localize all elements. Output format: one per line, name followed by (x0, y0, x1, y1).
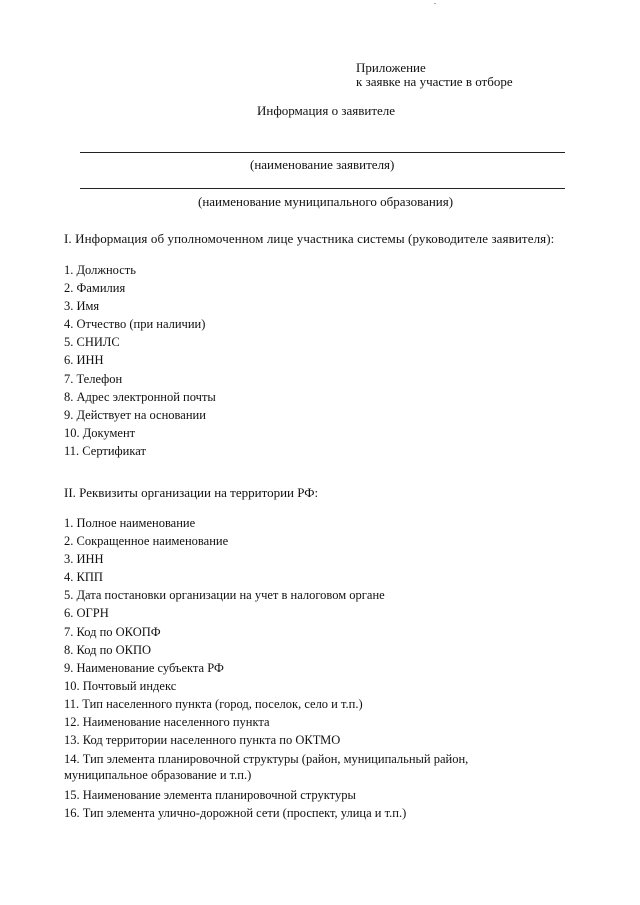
list-item: 13. Код территории населенного пункта по ОКТМО (64, 733, 341, 748)
list-item-14-line-2: муниципальное образование и т.п.) (64, 768, 252, 782)
list-item: 11. Сертификат (64, 443, 146, 458)
list-item-14-line-1: 14. Тип элемента планировочной структуры (район, муниципальный район, (64, 752, 469, 766)
list-item: 12. Наименование населенного пункта (64, 715, 270, 730)
section-2-list (64, 514, 385, 749)
list-item: 6. ИНН (64, 353, 104, 368)
section-1-list (64, 261, 216, 460)
list-item: 3. Имя (64, 299, 100, 314)
list-item: 1. Полное наименование (64, 516, 196, 530)
scan-speck (434, 3, 436, 4)
document-title-text: Информация о заявителе (256, 103, 396, 118)
list-item: 4. КПП (64, 570, 103, 585)
list-item: 6. ОГРН (64, 606, 109, 621)
list-item: 7. Телефон (64, 371, 123, 386)
list-item: 2. Фамилия (64, 281, 126, 296)
applicant-name-caption: (наименование заявителя) (250, 157, 395, 172)
list-item: 10. Документ (64, 425, 136, 440)
list-item: 8. Код по ОКПО (64, 642, 152, 657)
municipality-name-line (80, 188, 565, 189)
list-item: 2. Сокращенное наименование (64, 534, 229, 549)
list-item: 3. ИНН (64, 552, 104, 567)
list-item: 7. Код по ОКОПФ (64, 624, 161, 639)
list-item: 1. Должность (64, 263, 136, 277)
list-item: 9. Действует на основании (64, 407, 206, 422)
list-item: 9. Наименование субъекта РФ (64, 660, 224, 675)
appendix-note (356, 61, 513, 89)
list-item: 11. Тип населенного пункта (город, поселок, село и т.п.) (64, 696, 363, 711)
list-item: 4. Отчество (при наличии) (64, 317, 206, 332)
municipality-name-caption: (наименование муниципального образования) (198, 194, 454, 209)
list-item: 10. Почтовый индекс (64, 678, 177, 693)
applicant-name-line (80, 152, 565, 153)
list-item: 5. СНИЛС (64, 335, 120, 350)
section-2-heading: II. Реквизиты организации на территории РФ: (64, 485, 319, 500)
appendix-line-1: Приложение (356, 60, 426, 75)
list-item-15: 15. Наименование элемента планировочной структуры (64, 788, 356, 802)
list-item-16: 16. Тип элемента улично-дорожной сети (проспект, улица и т.п.) (64, 806, 407, 820)
list-item: 8. Адрес электронной почты (64, 389, 216, 404)
document-title (0, 103, 640, 119)
appendix-line-2: к заявке на участие в отборе (356, 74, 513, 89)
list-item: 5. Дата постановки организации на учет в налоговом органе (64, 588, 385, 603)
list-item-14 (64, 751, 468, 783)
section-1-heading: I. Информация об уполномоченном лице участника системы (руководителе заявителя): (64, 231, 555, 246)
